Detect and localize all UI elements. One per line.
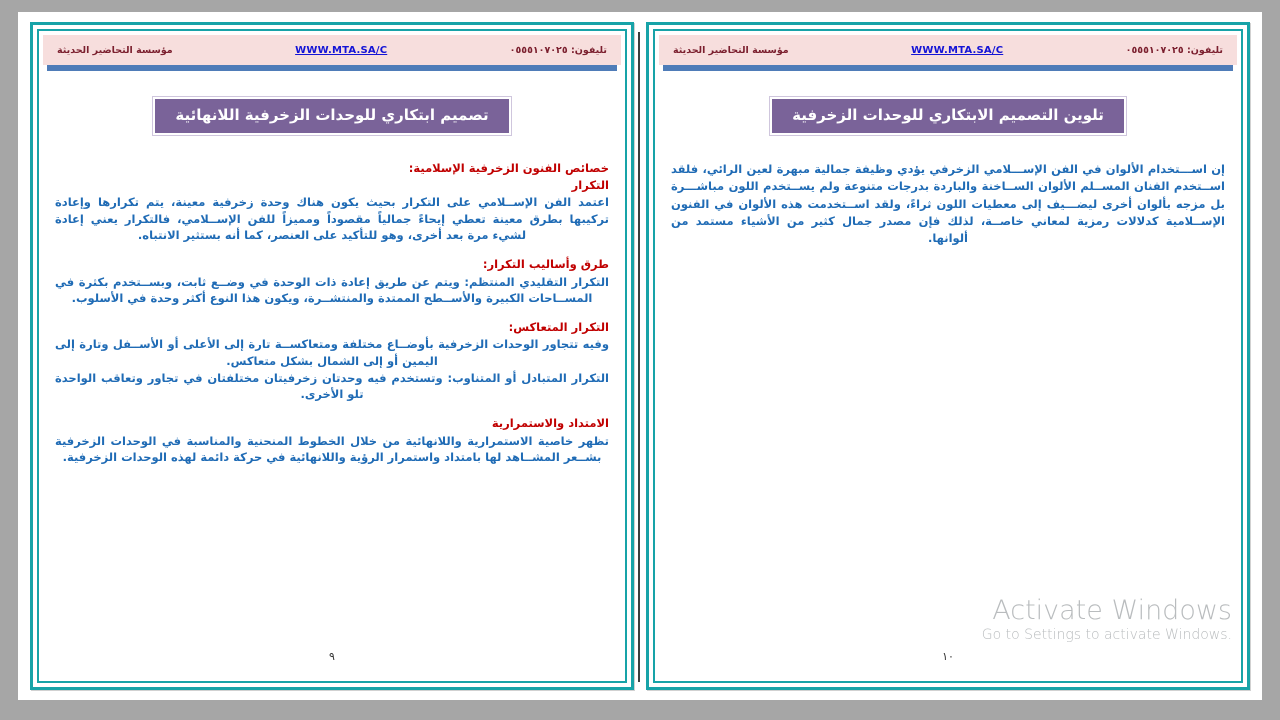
section-repetition-methods (55, 257, 609, 307)
page-spread (30, 22, 1250, 690)
section-subheading: التكرار (571, 177, 609, 192)
section-continuity (55, 416, 609, 466)
section-paragraph: وفيه تتجاور الوحدات الزخرفية بأوضــاع مختلفة ومتعاكســة تارة إلى الأعلى أو الأســفل وتارة إلى اليمين أو إلى الشمال بشكل متعاكس. (55, 337, 609, 369)
page-gutter-divider (638, 32, 640, 682)
page-number-10: ١٠ (942, 650, 954, 663)
watermark-title: Activate Windows (992, 594, 1232, 626)
phone-number: تليفون: ٠٥٥٥١٠٧٠٢٥ (1125, 44, 1223, 56)
section-paragraph: تظهر خاصية الاستمرارية واللانهائية من خلال الخطوط المنحنية والمناسبة في الوحدات الزخرفية بشــعر المشــاهد لها بامتداد واستمرار الرؤية واللانهائية في حركة دائمة لهذه الوحدات الزخرفية. (55, 433, 609, 465)
organization-name: مؤسسة التحاضير الحديثة (673, 44, 789, 56)
page-title-10: تلوين التصميم الابتكاري للوحدات الزخرفية (770, 97, 1126, 135)
website-link[interactable]: WWW.MTA.SA/C (911, 44, 1004, 56)
page-slot-left (30, 22, 634, 690)
page-body-9 (43, 161, 621, 650)
page-number-9: ٩ (329, 650, 335, 663)
phone-number: تليفون: ٠٥٥٥١٠٧٠٢٥ (509, 44, 607, 56)
section-paragraph: اعتمد الفن الإســلامي على التكرار بحيث يكون هناك وحدة زخرفية معينة، يتم تكرارها وإعادة تركيبها بطرق معينة تعطي إيحاءً جمالياً مقصوداً ومميزاً للفن الإســلامي، فالتكرار يعني إعادة لشيء مرة بعد أخرى، وهو للتأكيد على العنصر، كما أنه بستثير الانتباه. (55, 195, 609, 243)
section-heading: الامتداد والاستمرارية (491, 416, 609, 431)
page-content-10 (659, 35, 1237, 677)
section-heading: خصائص الفنون الزخرفية الإسلامية: (408, 161, 609, 175)
header-divider-rule (47, 65, 617, 71)
page-title-9: تصميم ابتكاري للوحدات الزخرفية اللانهائية (153, 97, 510, 135)
website-link[interactable]: WWW.MTA.SA/C (295, 44, 388, 56)
document-workspace (18, 12, 1262, 700)
document-page-9[interactable] (30, 22, 634, 690)
section-characteristics (55, 161, 609, 244)
document-page-10[interactable] (646, 22, 1250, 690)
page-slot-right (646, 22, 1250, 690)
section-paragraph-secondary: التكرار المتبادل أو المتناوب: وتستخدم فيه وحدتان زخرفيتان مختلفتان في تجاور وتعاقب الواحدة تلو الأخرى. (55, 370, 609, 402)
section-paragraph: التكرار التقليدي المنتظم: ويتم عن طريق إعادة ذات الوحدة في وضــع ثابت، وبســتخدم بكثرة في المســاحات الكبيرة والأســطح الممتدة والمنتشــرة، ويكون هذا النوع أكثر وحدة في الأسلوب. (55, 274, 609, 306)
page-header-9 (43, 35, 621, 65)
section-reverse-repetition (55, 320, 609, 403)
watermark-subtitle: Go to Settings to activate Windows. (981, 626, 1232, 643)
intro-paragraph: إن اســـتخدام الألوان في الفن الإســـلامي الزخرفي يؤدي وظيفة جمالية مبهرة لعين الرائي، فلقد اســتخدم الفنان المســلم الألوان الســاخنة والباردة بدرجات متنوعة ولم يســتخدم اللون مباشـــرة بل مزجه بألوان أخرى ليضـــيف إلى معطيات اللون ثراءً، ولقد اســتخدمت هذه الألوان في الفنون الإســلامية كدلالات رمزية لمعاني خاصــة، لذلك فإن مصدر جمال كثير من الأشياء مستمد من ألوانها. (671, 162, 1225, 245)
page-header-10 (659, 35, 1237, 65)
page-body-10 (659, 161, 1237, 650)
organization-name: مؤسسة التحاضير الحديثة (57, 44, 173, 56)
header-divider-rule (663, 65, 1233, 71)
page-mat (18, 12, 1262, 700)
title-banner-wrap-10 (659, 97, 1237, 135)
section-heading: التكرار المتعاكس: (508, 319, 609, 334)
title-banner-wrap-9 (43, 97, 621, 135)
page-content-9 (43, 35, 621, 677)
section-heading: طرق وأساليب التكرار: (482, 257, 609, 272)
